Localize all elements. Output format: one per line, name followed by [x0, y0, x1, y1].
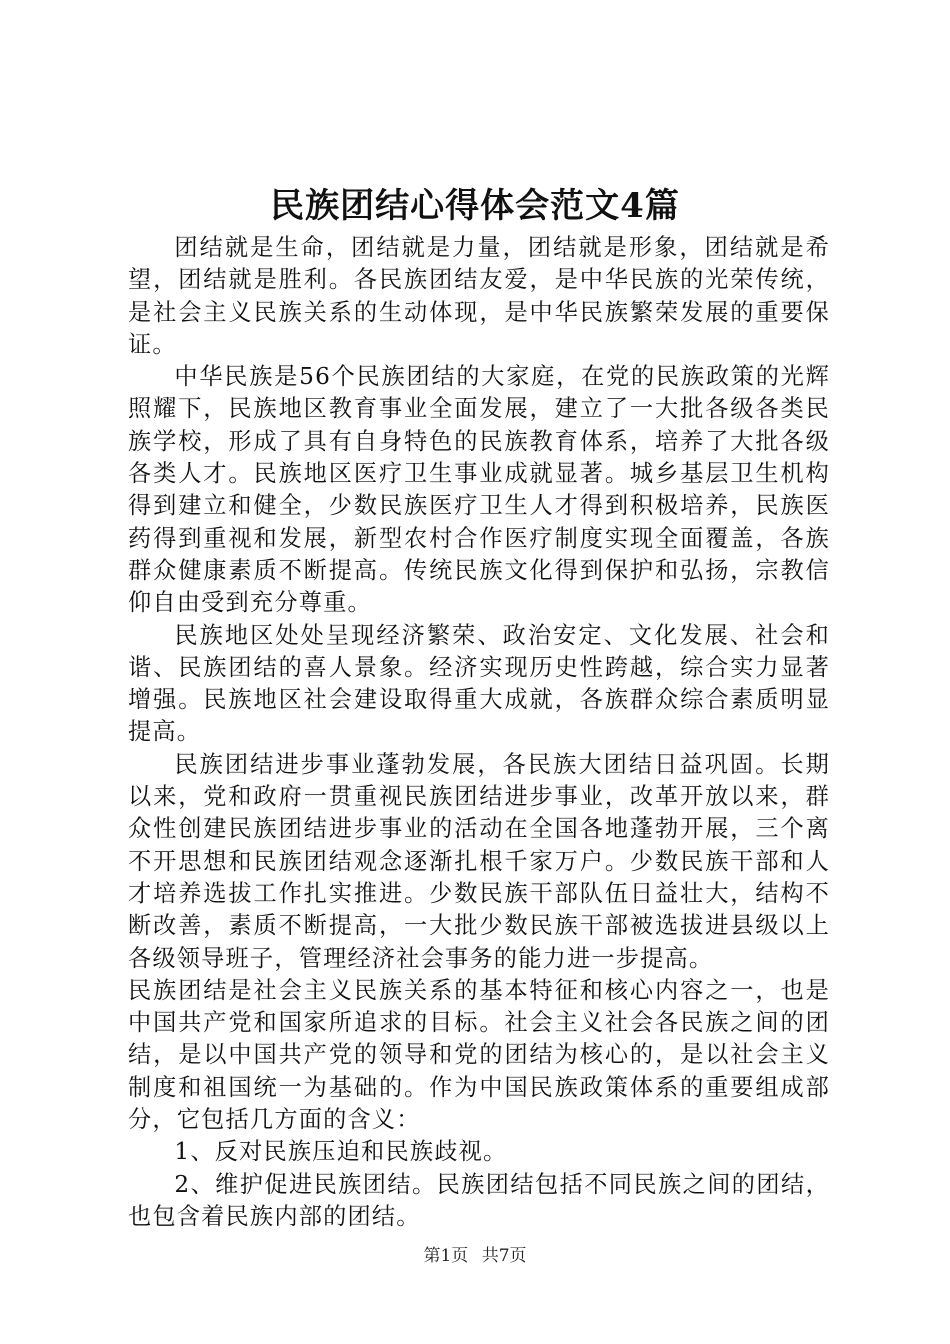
- paragraph-4: 民族团结进步事业蓬勃发展，各民族大团结日益巩固。长期以来，党和政府一贯重视民族团结进步事业，改革开放以来，群众性创建民族团结进步事业的活动在全国各地蓬勃开展，三个离不开思想和民族团结观念逐渐扎根千家万户。少数民族干部和人才培养选拔工作扎实推进。少数民族干部队伍日益壮大，结构不断改善，素质不断提高，一大批少数民族干部被选拔进县级以上各级领导班子，管理经济社会事务的能力进一步提高。: [128, 750, 830, 972]
- paragraph-3: 民族地区处处呈现经济繁荣、政治安定、文化发展、社会和谐、民族团结的喜人景象。经济实现历史性跨越，综合实力显著增强。民族地区社会建设取得重大成就，各族群众综合素质明显提高。: [128, 621, 830, 746]
- page-total: 共7页: [481, 1246, 527, 1266]
- document-title: 民族团结心得体会范文4篇: [270, 186, 680, 226]
- list-item-1: 1、反对民族压迫和民族歧视。: [174, 1138, 508, 1166]
- paragraph-5: 民族团结是社会主义民族关系的基本特征和核心内容之一，也是中国共产党和国家所追求的目标。社会主义社会各民族之间的团结，是以中国共产党的领导和党的团结为核心的，是以社会主义制度和祖国统一为基础的。作为中国民族政策体系的重要组成部分，它包括几方面的含义：: [128, 976, 830, 1134]
- page-footer: [0, 1244, 950, 1268]
- list-item-2: 2、维护促进民族团结。民族团结包括不同民族之间的团结，也包含着民族内部的团结。: [128, 1170, 830, 1230]
- paragraph-2: 中华民族是56个民族团结的大家庭，在党的民族政策的光辉照耀下，民族地区教育事业全面发展，建立了一大批各级各类民族学校，形成了具有自身特色的民族教育体系，培养了大批各级各类人才。民族地区医疗卫生事业成就显著。城乡基层卫生机构得到建立和健全，少数民族医疗卫生人才得到积极培养，民族医药得到重视和发展，新型农村合作医疗制度实现全面覆盖，各族群众健康素质不断提高。传统民族文化得到保护和弘扬，宗教信仰自由受到充分尊重。: [128, 363, 830, 617]
- page-number: 第1页: [423, 1246, 469, 1266]
- paragraph-1: 团结就是生命，团结就是力量，团结就是形象，团结就是希望，团结就是胜利。各民族团结友爱，是中华民族的光荣传统，是社会主义民族关系的生动体现，是中华民族繁荣发展的重要保证。: [128, 234, 830, 358]
- document-body: [128, 232, 830, 1233]
